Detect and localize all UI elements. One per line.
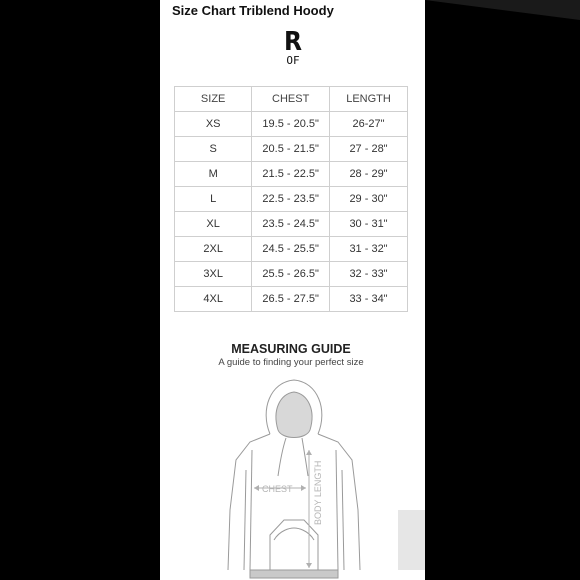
cell-chest: 25.5 - 26.5" [252,262,330,287]
side-gray-block [398,510,425,570]
size-table [174,86,408,312]
cell-size: 4XL [175,287,252,312]
cell-length: 26-27" [330,112,408,137]
cell-length: 28 - 29" [330,162,408,187]
header-chest: CHEST [252,87,330,112]
table-row [175,137,408,162]
right-black-border [425,0,580,580]
table-row [175,237,408,262]
header-length: LENGTH [330,87,408,112]
cell-length: 31 - 32" [330,237,408,262]
cell-size: 3XL [175,262,252,287]
table-row [175,187,408,212]
corner-overlay-shape [425,0,580,40]
cell-size: XL [175,212,252,237]
header-size: SIZE [175,87,252,112]
cell-chest: 19.5 - 20.5" [252,112,330,137]
cell-chest: 24.5 - 25.5" [252,237,330,262]
cell-length: 33 - 34" [330,287,408,312]
measuring-guide-subtitle: A guide to finding your perfect size [218,357,364,368]
brand-logo [278,27,308,72]
body-length-label: BODY LENGTH [313,460,323,525]
table-row [175,287,408,312]
table-row [175,262,408,287]
chest-label: CHEST [262,484,293,494]
cell-length: 27 - 28" [330,137,408,162]
logo-letters-of: OF [286,54,300,67]
cell-chest: 20.5 - 21.5" [252,137,330,162]
cell-size: XS [175,112,252,137]
cell-size: L [175,187,252,212]
table-row [175,112,408,137]
hoodie-illustration [174,370,408,580]
cell-chest: 22.5 - 23.5" [252,187,330,212]
logo-letter-r: R [283,27,302,57]
table-row [175,162,408,187]
table-header-row [175,87,408,112]
cell-size: S [175,137,252,162]
cell-chest: 26.5 - 27.5" [252,287,330,312]
chart-title: Size Chart Triblend Hoody [172,3,334,18]
table-row [175,212,408,237]
cell-length: 30 - 31" [330,212,408,237]
cell-size: M [175,162,252,187]
measuring-guide-title: MEASURING GUIDE [231,342,351,356]
cell-length: 29 - 30" [330,187,408,212]
cell-length: 32 - 33" [330,262,408,287]
cell-size: 2XL [175,237,252,262]
cell-chest: 23.5 - 24.5" [252,212,330,237]
left-black-border [0,0,160,580]
cell-chest: 21.5 - 22.5" [252,162,330,187]
